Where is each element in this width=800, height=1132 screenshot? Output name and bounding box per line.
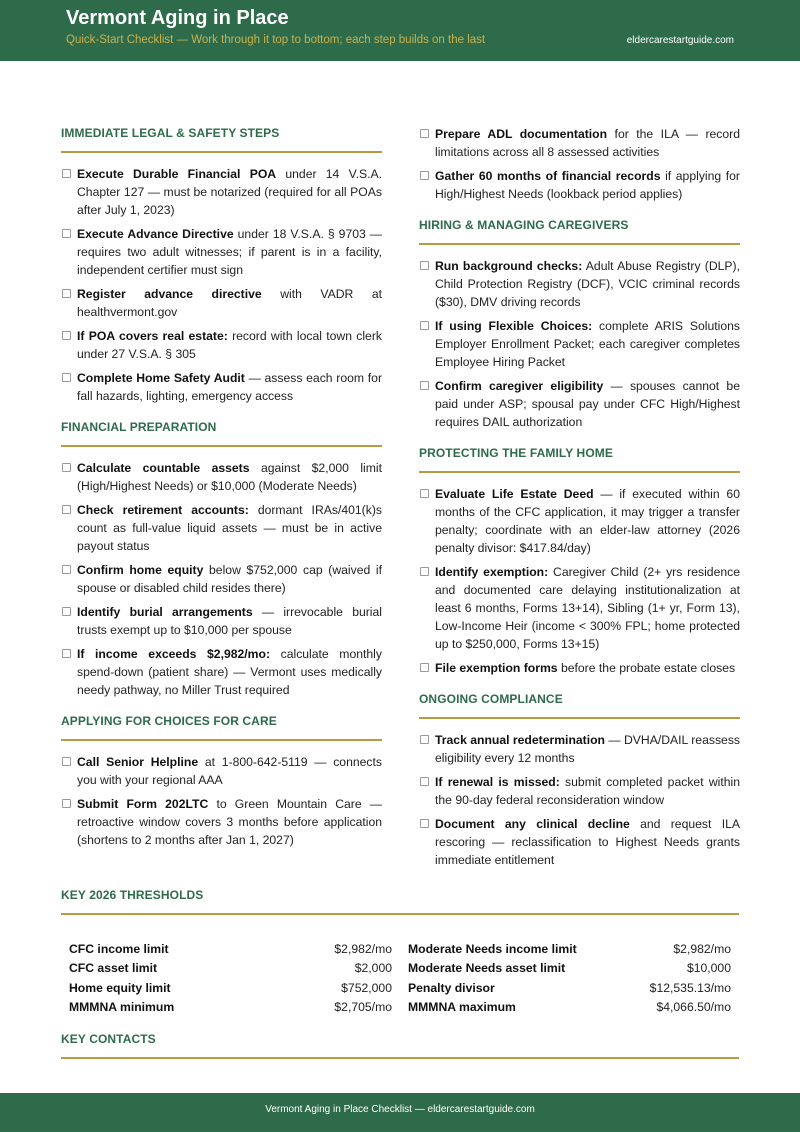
checkbox[interactable] xyxy=(420,171,429,180)
item-heading: Execute Durable Financial POA xyxy=(77,167,277,181)
threshold-label: CFC asset limit xyxy=(69,961,158,976)
checklist-item xyxy=(419,167,740,203)
threshold-value: $752,000 xyxy=(341,980,392,995)
item-text: complete ARIS Solutions Employer Enrollment Packet; each caregiver completes Employee Hiring Packet xyxy=(435,319,740,369)
item-text: — assess each room for fall hazards, lighting, emergency access xyxy=(77,371,383,403)
thresholds-right xyxy=(408,940,731,1017)
item-text: — irrevocable burial trusts exempt up to $10,000 per spouse xyxy=(77,605,383,637)
item-heading: Gather 60 months of financial records xyxy=(435,169,661,183)
page-footer xyxy=(0,1093,800,1132)
checklist-section xyxy=(419,125,740,203)
threshold-row xyxy=(408,998,731,1017)
threshold-value: $12,535.13/mo xyxy=(649,980,731,995)
checklist-item xyxy=(61,165,382,219)
checklist-section xyxy=(61,714,382,849)
checklist-item xyxy=(61,501,382,555)
item-heading: Run background checks: xyxy=(435,259,583,273)
checklist-item xyxy=(61,285,382,321)
checklist-item xyxy=(61,795,382,849)
item-text: if applying for High/Highest Needs (lookback period applies) xyxy=(435,169,740,201)
checkbox[interactable] xyxy=(420,819,429,828)
item-text: — spouses cannot be paid under ASP; spousal pay under CFC High/Highest requires DAIL authorization xyxy=(435,379,740,429)
item-heading: If using Flexible Choices: xyxy=(435,319,593,333)
section-title: ONGOING COMPLIANCE xyxy=(419,692,740,719)
checklist xyxy=(61,753,382,849)
contacts-section xyxy=(61,1032,739,1071)
item-heading: Confirm home equity xyxy=(77,563,204,577)
checklist xyxy=(61,165,382,405)
item-text: before the probate estate closes xyxy=(557,661,736,675)
checklist-item xyxy=(419,731,740,767)
item-text: under 18 V.S.A. § 9703 — requires two adult witnesses; if parent is in a facility, independent certifier must sign xyxy=(77,227,382,277)
checklist-item xyxy=(419,377,740,431)
item-heading: File exemption forms xyxy=(435,661,558,675)
item-text: at 1-800-642-5119 — connects you with your regional AAA xyxy=(77,755,382,787)
checklist-item xyxy=(419,125,740,161)
checklist-item xyxy=(419,485,740,557)
checkbox[interactable] xyxy=(62,229,71,238)
threshold-row xyxy=(408,979,731,998)
threshold-label: Home equity limit xyxy=(69,980,171,995)
checklist-item xyxy=(61,459,382,495)
checklist-section xyxy=(419,218,740,431)
contacts-title: KEY CONTACTS xyxy=(61,1032,739,1059)
threshold-value: $4,066.50/mo xyxy=(656,999,731,1014)
checkbox[interactable] xyxy=(62,649,71,658)
item-text: to Green Mountain Care — retroactive window covers 3 months before application (shortens to 2 months after Jan 1, 2027) xyxy=(77,797,382,847)
checkbox[interactable] xyxy=(62,169,71,178)
right-column xyxy=(419,126,740,884)
item-text: for the ILA — record limitations across all 8 assessed activities xyxy=(435,127,740,159)
item-heading: Document any clinical decline xyxy=(435,817,630,831)
item-heading: Prepare ADL documentation xyxy=(435,127,608,141)
checkbox[interactable] xyxy=(62,373,71,382)
checklist-item xyxy=(61,753,382,789)
item-heading: Register advance directive xyxy=(77,287,262,301)
threshold-row xyxy=(69,959,392,978)
checklist-item xyxy=(61,561,382,597)
item-text: — if executed within 60 months of the CFC application, it may trigger a transfer penalty; coordinate with an elder-law attorney (2026 penalty divisor: $417.84/day) xyxy=(435,487,740,555)
item-heading: Track annual redetermination xyxy=(435,733,605,747)
checklist-item xyxy=(419,773,740,809)
item-text: calculate monthly spend-down (patient share) — Vermont uses medically needy pathway, no Miller Trust required xyxy=(77,647,382,697)
checklist-item xyxy=(61,369,382,405)
section-title: FINANCIAL PREPARATION xyxy=(61,420,382,447)
footer-text: Vermont Aging in Place Checklist — eldercarestartguide.com xyxy=(265,1104,535,1115)
checklist xyxy=(61,459,382,699)
checklist xyxy=(419,485,740,677)
item-heading: If POA covers real estate: xyxy=(77,329,228,343)
item-text: below $752,000 cap (waived if spouse or disabled child resides there) xyxy=(77,563,382,595)
checkbox[interactable] xyxy=(420,129,429,138)
item-text: with VADR at healthvermont.gov xyxy=(77,287,383,319)
checklist-item xyxy=(419,317,740,371)
item-text: record with local town clerk under 27 V.S.A. § 305 xyxy=(77,329,382,361)
item-heading: Submit Form 202LTC xyxy=(77,797,209,811)
checklist-item xyxy=(419,563,740,653)
checklist-item xyxy=(419,815,740,869)
checklist-item xyxy=(419,257,740,311)
item-heading: Calculate countable assets xyxy=(77,461,250,475)
item-heading: Call Senior Helpline xyxy=(77,755,199,769)
thresholds-section xyxy=(61,888,739,1017)
checkbox[interactable] xyxy=(62,463,71,472)
checkbox[interactable] xyxy=(420,567,429,576)
checkbox[interactable] xyxy=(420,381,429,390)
checklist-item xyxy=(61,327,382,363)
item-heading: If renewal is missed: xyxy=(435,775,560,789)
left-column xyxy=(61,126,382,864)
document-title: Vermont Aging in Place xyxy=(66,7,289,29)
threshold-label: Penalty divisor xyxy=(408,980,495,995)
checkbox[interactable] xyxy=(62,799,71,808)
item-heading: Confirm caregiver eligibility xyxy=(435,379,604,393)
checklist-section xyxy=(61,126,382,405)
checkbox[interactable] xyxy=(62,757,71,766)
checkbox[interactable] xyxy=(420,489,429,498)
threshold-value: $2,982/mo xyxy=(334,942,392,956)
checkbox[interactable] xyxy=(62,289,71,298)
threshold-row xyxy=(408,940,731,959)
item-heading: If income exceeds $2,982/mo: xyxy=(77,647,271,661)
thresholds-title: KEY 2026 THRESHOLDS xyxy=(61,888,739,915)
item-text: submit completed packet within the 90-day federal reconsideration window xyxy=(435,775,740,807)
item-text: Adult Abuse Registry (DLP), Child Protection Registry (DCF), VCIC criminal records ($30), DMV driving records xyxy=(435,259,740,309)
threshold-label: Moderate Needs income limit xyxy=(408,942,577,956)
checklist-item xyxy=(61,225,382,279)
item-text: under 14 V.S.A. Chapter 127 — must be notarized (required for all POAs after July 1, 2023) xyxy=(77,167,383,217)
threshold-label: MMMNA maximum xyxy=(408,999,516,1014)
checkbox[interactable] xyxy=(420,735,429,744)
header-site-link[interactable]: eldercarestartguide.com xyxy=(626,35,734,46)
checkbox[interactable] xyxy=(420,663,429,672)
checkbox[interactable] xyxy=(420,321,429,330)
checklist xyxy=(419,731,740,869)
threshold-label: Moderate Needs asset limit xyxy=(408,961,566,976)
threshold-value: $2,982/mo xyxy=(673,942,731,956)
thresholds-grid xyxy=(61,927,739,1017)
page-header xyxy=(0,0,800,61)
item-heading: Identify exemption: xyxy=(435,565,549,579)
checklist-section xyxy=(419,446,740,677)
checklist-item xyxy=(419,659,740,677)
threshold-row xyxy=(69,998,392,1017)
section-title: IMMEDIATE LEGAL & SAFETY STEPS xyxy=(61,126,382,153)
item-heading: Execute Advance Directive xyxy=(77,227,234,241)
section-title: APPLYING FOR CHOICES FOR CARE xyxy=(61,714,382,741)
checkbox[interactable] xyxy=(62,607,71,616)
threshold-label: CFC income limit xyxy=(69,942,169,956)
item-text: Caregiver Child (2+ yrs residence and documented care delaying institutionalization at least 6 months, Forms 13+14), Sibling (1+ yr, Form 13), Low-Income Heir (income < 300% FPL; home protected up to $250,000, Forms 13+15) xyxy=(435,565,740,651)
checkbox[interactable] xyxy=(62,505,71,514)
checkbox[interactable] xyxy=(420,777,429,786)
item-heading: Complete Home Safety Audit xyxy=(77,371,245,385)
document-subtitle: Quick-Start Checklist — Work through it top to bottom; each step builds on the last xyxy=(66,34,486,46)
threshold-row xyxy=(69,979,392,998)
thresholds-left xyxy=(69,940,392,1017)
threshold-label: MMMNA minimum xyxy=(69,999,175,1014)
section-title: HIRING & MANAGING CAREGIVERS xyxy=(419,218,740,245)
threshold-value: $2,000 xyxy=(354,961,392,976)
item-text: dormant IRAs/401(k)s count as full-value liquid assets — must be in active payout status xyxy=(77,503,382,553)
item-text: — DVHA/DAIL reassess eligibility every 12 months xyxy=(435,733,741,765)
item-text: and request ILA rescoring — reclassification to Highest Needs grants immediate entitlement xyxy=(435,817,740,867)
checklist-section xyxy=(61,420,382,699)
item-text: against $2,000 limit (High/Highest Needs) or $10,000 (Moderate Needs) xyxy=(77,461,383,493)
checkbox[interactable] xyxy=(420,261,429,270)
checklist-section xyxy=(419,692,740,869)
item-heading: Check retirement accounts: xyxy=(77,503,249,517)
section-title: PROTECTING THE FAMILY HOME xyxy=(419,446,740,473)
checklist-item xyxy=(61,645,382,699)
checkbox[interactable] xyxy=(62,331,71,340)
checklist xyxy=(419,257,740,431)
checklist xyxy=(419,125,740,203)
threshold-row xyxy=(69,940,392,959)
threshold-value: $2,705/mo xyxy=(334,999,392,1014)
item-heading: Evaluate Life Estate Deed xyxy=(435,487,594,501)
threshold-value: $10,000 xyxy=(686,961,731,976)
item-heading: Identify burial arrangements xyxy=(77,605,253,619)
checkbox[interactable] xyxy=(62,565,71,574)
threshold-row xyxy=(408,959,731,978)
checklist-item xyxy=(61,603,382,639)
